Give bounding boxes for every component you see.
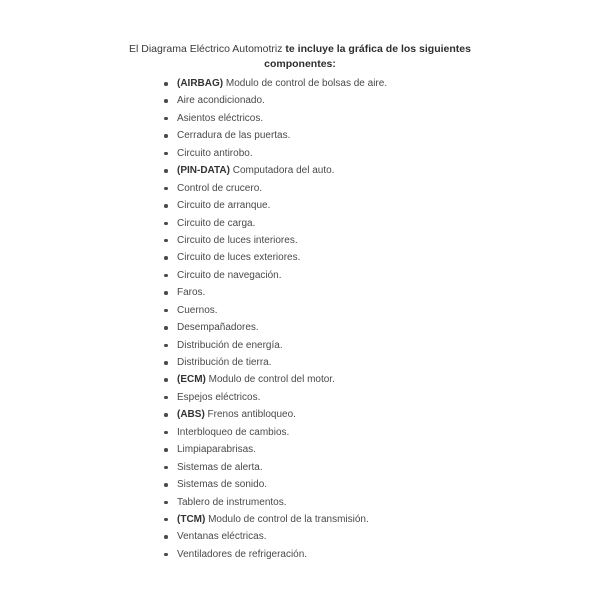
component-list-item: [162, 424, 387, 441]
bullet-icon: [164, 378, 168, 382]
component-label: Limpiaparabrisas.: [177, 444, 256, 456]
bullet-icon: [164, 448, 168, 452]
component-list-item: [162, 110, 387, 127]
component-label: Faros.: [177, 287, 206, 299]
bullet-icon: [164, 553, 168, 557]
bullet-icon: [164, 431, 168, 435]
component-label: Modulo de control del motor.: [205, 374, 335, 386]
bullet-icon: [164, 413, 168, 417]
bullet-icon: [164, 501, 168, 505]
bullet-icon: [164, 204, 168, 208]
component-label: Modulo de control de bolsas de aire.: [223, 78, 388, 89]
bullet-icon: [164, 256, 168, 260]
component-label: Circuito antirobo.: [177, 147, 253, 159]
intro-lead-text: El Diagrama Eléctrico Automotriz: [129, 43, 286, 55]
component-list-item: [162, 476, 387, 493]
bullet-icon: [164, 291, 168, 295]
bullet-icon: [164, 239, 168, 243]
component-label: Sistemas de alerta.: [177, 461, 263, 473]
bullet-icon: [164, 99, 168, 103]
component-label: Circuito de carga.: [177, 217, 256, 229]
component-list-item: [162, 406, 387, 423]
component-label: Tablero de instrumentos.: [177, 496, 287, 508]
component-label: Asientos eléctricos.: [177, 112, 264, 124]
component-label: Frenos antibloqueo.: [204, 409, 296, 421]
component-list-item: [162, 180, 387, 197]
component-list-item: [162, 249, 387, 266]
component-label: Computadora del auto.: [229, 165, 335, 177]
bullet-icon: [164, 274, 168, 278]
component-code: (AIRBAG): [177, 78, 224, 89]
component-list-item: [162, 197, 387, 214]
component-code: (ECM): [177, 374, 206, 386]
bullet-icon: [164, 134, 168, 138]
component-list-item: [162, 145, 387, 162]
component-list-item: [162, 511, 387, 528]
component-label: Distribución de energía.: [177, 339, 283, 351]
component-list-item: [162, 354, 387, 371]
component-label: Sistemas de sonido.: [177, 479, 268, 491]
component-code: (PIN-DATA): [177, 165, 230, 177]
component-list-item: [162, 441, 387, 458]
bullet-icon: [164, 326, 168, 330]
intro-line-2: componentes:: [264, 58, 336, 70]
component-list-item: [162, 319, 387, 336]
component-list-item: [162, 215, 387, 232]
bullet-icon: [164, 466, 168, 470]
component-list-item: [162, 389, 387, 406]
component-list-item: [162, 127, 387, 144]
bullet-icon: [164, 344, 168, 348]
component-label: Ventanas eléctricas.: [177, 531, 267, 543]
intro-paragraph: [0, 42, 600, 72]
bullet-icon: [164, 483, 168, 487]
component-list-item: [162, 92, 387, 109]
component-list-item: [162, 371, 387, 388]
intro-bold-text: te incluye la gráfica de los siguientes: [285, 43, 471, 55]
bullet-icon: [164, 361, 168, 365]
bullet-icon: [164, 309, 168, 313]
component-list-item: [162, 528, 387, 545]
bullet-icon: [164, 187, 168, 191]
component-label: Cuernos.: [177, 304, 218, 316]
component-list-item: [162, 284, 387, 301]
component-list-item: [162, 162, 387, 179]
component-label: Distribución de tierra.: [177, 357, 272, 368]
component-list-item: [162, 232, 387, 249]
component-label: Desempañadores.: [177, 322, 259, 334]
bullet-icon: [164, 535, 168, 539]
component-list: [162, 75, 387, 563]
bullet-icon: [164, 152, 168, 156]
component-label: Modulo de control de la transmisión.: [205, 513, 369, 525]
component-list-item: [162, 546, 387, 563]
bullet-icon: [164, 222, 168, 226]
component-code: (TCM): [177, 513, 206, 525]
component-label: Aire acondicionado.: [177, 95, 265, 107]
component-list-item: [162, 459, 387, 476]
component-list-item: [162, 337, 387, 354]
component-label: Interbloqueo de cambios.: [177, 426, 290, 438]
bullet-icon: [164, 396, 168, 400]
component-label: Cerradura de las puertas.: [177, 130, 291, 142]
component-list-item: [162, 302, 387, 319]
component-label: Circuito de navegación.: [177, 269, 282, 281]
component-list-item: [162, 75, 387, 92]
component-label: Circuito de luces exteriores.: [177, 252, 301, 264]
component-label: Control de crucero.: [177, 182, 263, 194]
bullet-icon: [164, 518, 168, 522]
component-label: Circuito de arranque.: [177, 200, 271, 212]
bullet-icon: [164, 117, 168, 121]
component-label: Circuito de luces interiores.: [177, 234, 298, 246]
component-label: Ventiladores de refrigeración.: [177, 548, 308, 560]
component-list-item: [162, 494, 387, 511]
intro-line-1: [0, 42, 600, 57]
component-list-item: [162, 267, 387, 284]
component-label: Espejos eléctricos.: [177, 391, 261, 403]
bullet-icon: [164, 82, 168, 86]
bullet-icon: [164, 169, 168, 173]
component-code: (ABS): [177, 409, 205, 421]
